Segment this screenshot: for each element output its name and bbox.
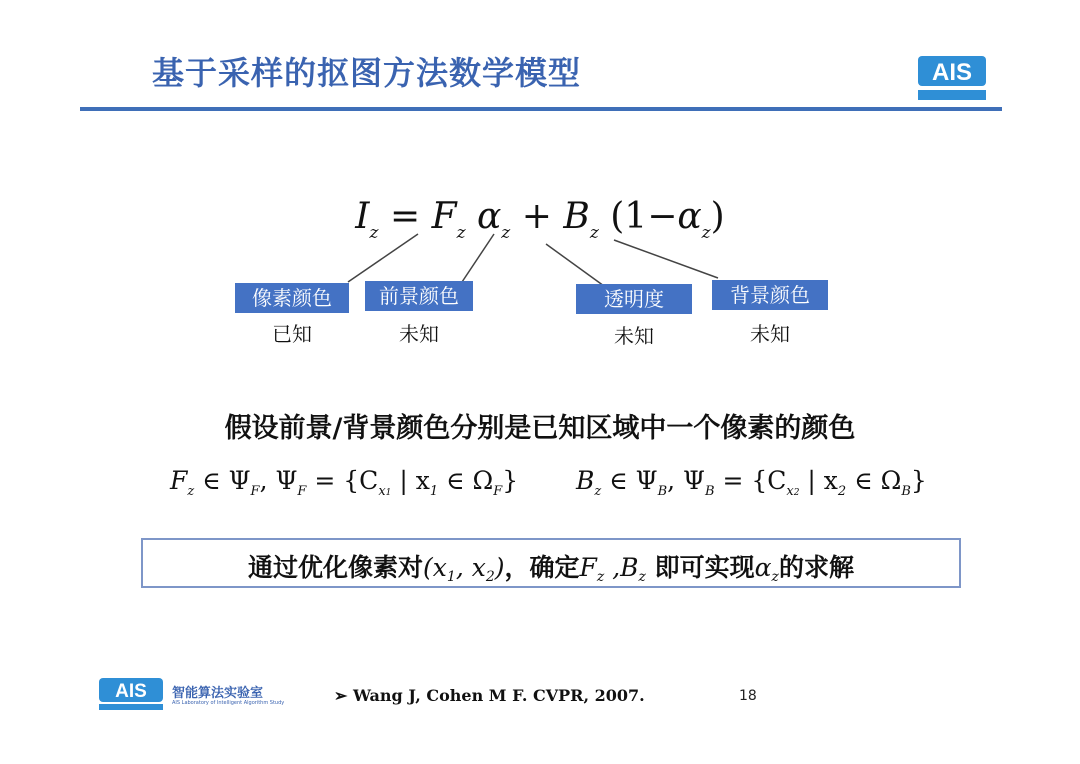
assumption-text: 假设前景/背景颜色分别是已知区域中一个像素的颜色: [224, 413, 856, 444]
label-pixel-color-status: 已知: [272, 322, 312, 346]
label-foreground-color: 前景颜色: [365, 281, 473, 311]
logo-top-text: AIS: [931, 59, 973, 86]
label-pixel-color: 像素颜色: [235, 283, 349, 313]
background-set-equation: $B_z$ ∈ $\Psi_B$, $\Psi_B = \{C_{x2}$ | $x_2$ ∈ $\Omega_B$}: [576, 466, 927, 499]
page-number: 18: [739, 688, 757, 704]
label-transparency: 透明度: [576, 284, 692, 314]
label-background-color: 背景颜色: [712, 280, 828, 310]
main-equation: $I_z = F_z$ $\alpha_z + B_z$ $(1-\alpha_z)$: [355, 196, 725, 243]
label-foreground-color-status: 未知: [399, 322, 439, 346]
label-background-color-status: 未知: [750, 322, 790, 346]
slide-title: 基于采样的抠图方法数学模型: [152, 54, 582, 92]
label-transparency-status: 未知: [614, 324, 654, 348]
logo-bottom-text: AIS: [115, 681, 147, 702]
summary-text: 通过优化像素对($x_1$, $x_2$)，确定$F_z$ $,B_z$ 即可实现$\alpha_z$的求解: [248, 553, 854, 585]
reference-citation: ➢ Wang J, Cohen M F. CVPR, 2007.: [334, 686, 645, 705]
lab-name: 智能算法实验室: [172, 686, 264, 701]
lab-subtitle: AIS Laboratory of Intelligent Algorithm Study: [172, 700, 285, 706]
ais-logo-bottom: [98, 676, 164, 712]
foreground-set-equation: $F_z$ ∈ $\Psi_F$, $\Psi_F = \{C_{x1}$ | $x_1$ ∈ $\Omega_F$}: [170, 466, 519, 499]
